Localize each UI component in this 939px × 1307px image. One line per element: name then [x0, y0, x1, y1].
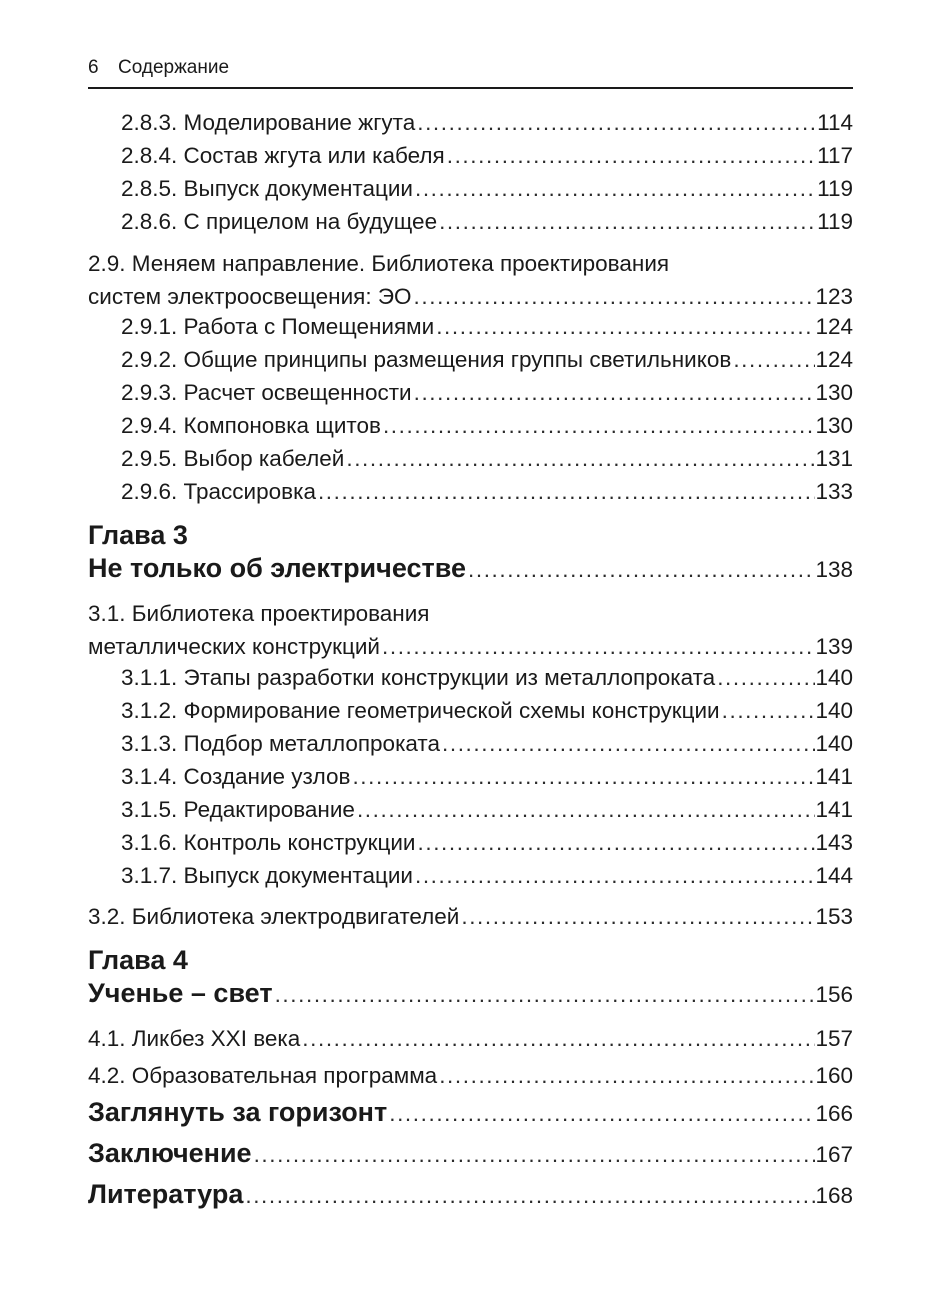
toc-entry-title: 2.9.5. Выбор кабелей: [121, 446, 345, 471]
toc-entry-title: 2.9.4. Компоновка щитов: [121, 413, 381, 438]
toc-entry: [121, 172, 853, 205]
toc-entry: [88, 247, 853, 313]
toc-entry: [121, 694, 853, 727]
toc-entry: [121, 343, 853, 376]
chapter-label: Глава 3: [88, 520, 188, 550]
toc-entry: [88, 900, 853, 933]
page-number: 6: [88, 57, 99, 78]
toc-page-number: 140: [815, 731, 853, 756]
toc-entry-title: Ученье – свет: [88, 978, 273, 1008]
running-header: [88, 56, 853, 80]
toc-page-number: 168: [815, 1183, 853, 1208]
dot-leader: [415, 106, 817, 139]
toc-entry: [121, 139, 853, 172]
toc-page-number: 133: [815, 479, 853, 504]
toc-entry-title: 3.1.6. Контроль конструкции: [121, 830, 416, 855]
toc-entry-title-line: 3.1. Библиотека проектирования: [88, 601, 430, 626]
toc-page-number: 160: [815, 1063, 853, 1088]
dot-leader: [459, 900, 815, 933]
toc-entry-title: 2.9.2. Общие принципы размещения группы светильников: [121, 347, 732, 372]
toc-entry: [121, 793, 853, 826]
toc-entry-title: 2.8.3. Моделирование жгута: [121, 110, 416, 135]
dot-leader: [413, 859, 815, 892]
toc-entry-title: 3.1.1. Этапы разработки конструкции из металлопроката: [121, 665, 716, 690]
toc-entry-title: металлических конструкций: [88, 634, 380, 659]
toc-entry-title: 2.8.6. С прицелом на будущее: [121, 209, 438, 234]
toc-page-number: 144: [815, 863, 853, 888]
dot-leader: [381, 409, 816, 442]
chapter-label: Глава 4: [88, 945, 188, 975]
dot-leader: [243, 1179, 815, 1212]
dot-leader: [715, 661, 815, 694]
toc-page-number: 130: [815, 380, 853, 405]
toc-entry-title: 2.8.4. Состав жгута или кабеля: [121, 143, 445, 168]
toc-page-number: 141: [815, 797, 853, 822]
toc-entry: [121, 376, 853, 409]
toc-entry: [121, 661, 853, 694]
toc-page-number: 117: [817, 143, 853, 168]
toc-entry-title: 3.1.4. Создание узлов: [121, 764, 351, 789]
dot-leader: [434, 310, 815, 343]
toc-entry: [121, 760, 853, 793]
toc-entry: [121, 310, 853, 343]
header-rule: [88, 87, 853, 89]
toc-entry-title: 4.1. Ликбез XXI века: [88, 1026, 301, 1051]
toc-page-number: 114: [817, 110, 853, 135]
toc-entry: [88, 1059, 853, 1092]
dot-leader: [412, 376, 816, 409]
dot-leader: [416, 826, 816, 859]
toc-entry: [121, 727, 853, 760]
toc-page-number: 130: [815, 413, 853, 438]
toc-entry-title: Заглянуть за горизонт: [88, 1097, 388, 1127]
toc-entry-title: 3.2. Библиотека электродвигателей: [88, 904, 460, 929]
dot-leader: [387, 1097, 815, 1130]
toc-entry-title: 2.9.6. Трассировка: [121, 479, 316, 504]
toc-entry: [121, 409, 853, 442]
toc-page-number: 157: [815, 1026, 853, 1051]
dot-leader: [720, 694, 816, 727]
toc-page-number: 138: [815, 557, 853, 582]
toc-entry-title: 4.2. Образовательная программа: [88, 1063, 438, 1088]
toc-entry: [88, 1178, 853, 1212]
toc-entry: [121, 106, 853, 139]
toc-page-number: 153: [815, 904, 853, 929]
toc-page-number: 143: [815, 830, 853, 855]
toc-entry: [88, 1137, 853, 1171]
dot-leader: [350, 760, 815, 793]
dot-leader: [316, 475, 816, 508]
dot-leader: [413, 172, 817, 205]
toc-entry: [121, 442, 853, 475]
dot-leader: [731, 343, 815, 376]
toc-entry-title: 3.1.3. Подбор металлопроката: [121, 731, 440, 756]
toc-entry: [88, 597, 853, 663]
toc-page-number: 167: [815, 1142, 853, 1167]
toc-entry-title: 2.9.3. Расчет освещенности: [121, 380, 412, 405]
dot-leader: [445, 139, 817, 172]
dot-leader: [380, 630, 815, 663]
dot-leader: [437, 205, 817, 238]
toc-entry-title: 3.1.5. Редактирование: [121, 797, 355, 822]
toc-page-number: 119: [817, 176, 853, 201]
dot-leader: [412, 280, 816, 313]
running-title: Содержание: [118, 57, 230, 78]
toc-page-number: 123: [815, 284, 853, 309]
toc-entry: [88, 1096, 853, 1130]
toc-entry-title: 2.8.5. Выпуск документации: [121, 176, 413, 201]
dot-leader: [344, 442, 815, 475]
toc-entry: [121, 475, 853, 508]
dot-leader: [466, 553, 815, 586]
toc-page-number: 119: [817, 209, 853, 234]
toc-entry-title: систем электроосвещения: ЭО: [88, 284, 412, 309]
toc-entry-title: 2.9.1. Работа с Помещениями: [121, 314, 435, 339]
dot-leader: [300, 1022, 815, 1055]
dot-leader: [437, 1059, 815, 1092]
toc-page-number: 156: [815, 982, 853, 1007]
toc-page-number: 166: [815, 1101, 853, 1126]
dot-leader: [273, 978, 816, 1011]
toc-page-number: 141: [815, 764, 853, 789]
toc-page-number: 140: [815, 665, 853, 690]
dot-leader: [440, 727, 815, 760]
toc-entry: [88, 944, 853, 1011]
toc-entry: [121, 859, 853, 892]
dot-leader: [252, 1138, 816, 1171]
toc-entry-title: Заключение: [88, 1138, 252, 1168]
toc-page-number: 124: [815, 314, 853, 339]
toc-page-number: 131: [815, 446, 853, 471]
toc-entry-title: 3.1.7. Выпуск документации: [121, 863, 413, 888]
toc-page-number: 124: [815, 347, 853, 372]
toc-entry-title: 3.1.2. Формирование геометрической схемы конструкции: [121, 698, 720, 723]
toc-page-number: 139: [815, 634, 853, 659]
toc-entry-title-line: 2.9. Меняем направление. Библиотека проектирования: [88, 251, 670, 276]
toc-entry: [88, 519, 853, 586]
toc-entry: [121, 205, 853, 238]
toc-entry-title: Не только об электричестве: [88, 553, 466, 583]
dot-leader: [355, 793, 816, 826]
toc-entry-title: Литература: [88, 1179, 244, 1209]
toc-entry: [88, 1022, 853, 1055]
toc-page-number: 140: [815, 698, 853, 723]
toc-entry: [121, 826, 853, 859]
